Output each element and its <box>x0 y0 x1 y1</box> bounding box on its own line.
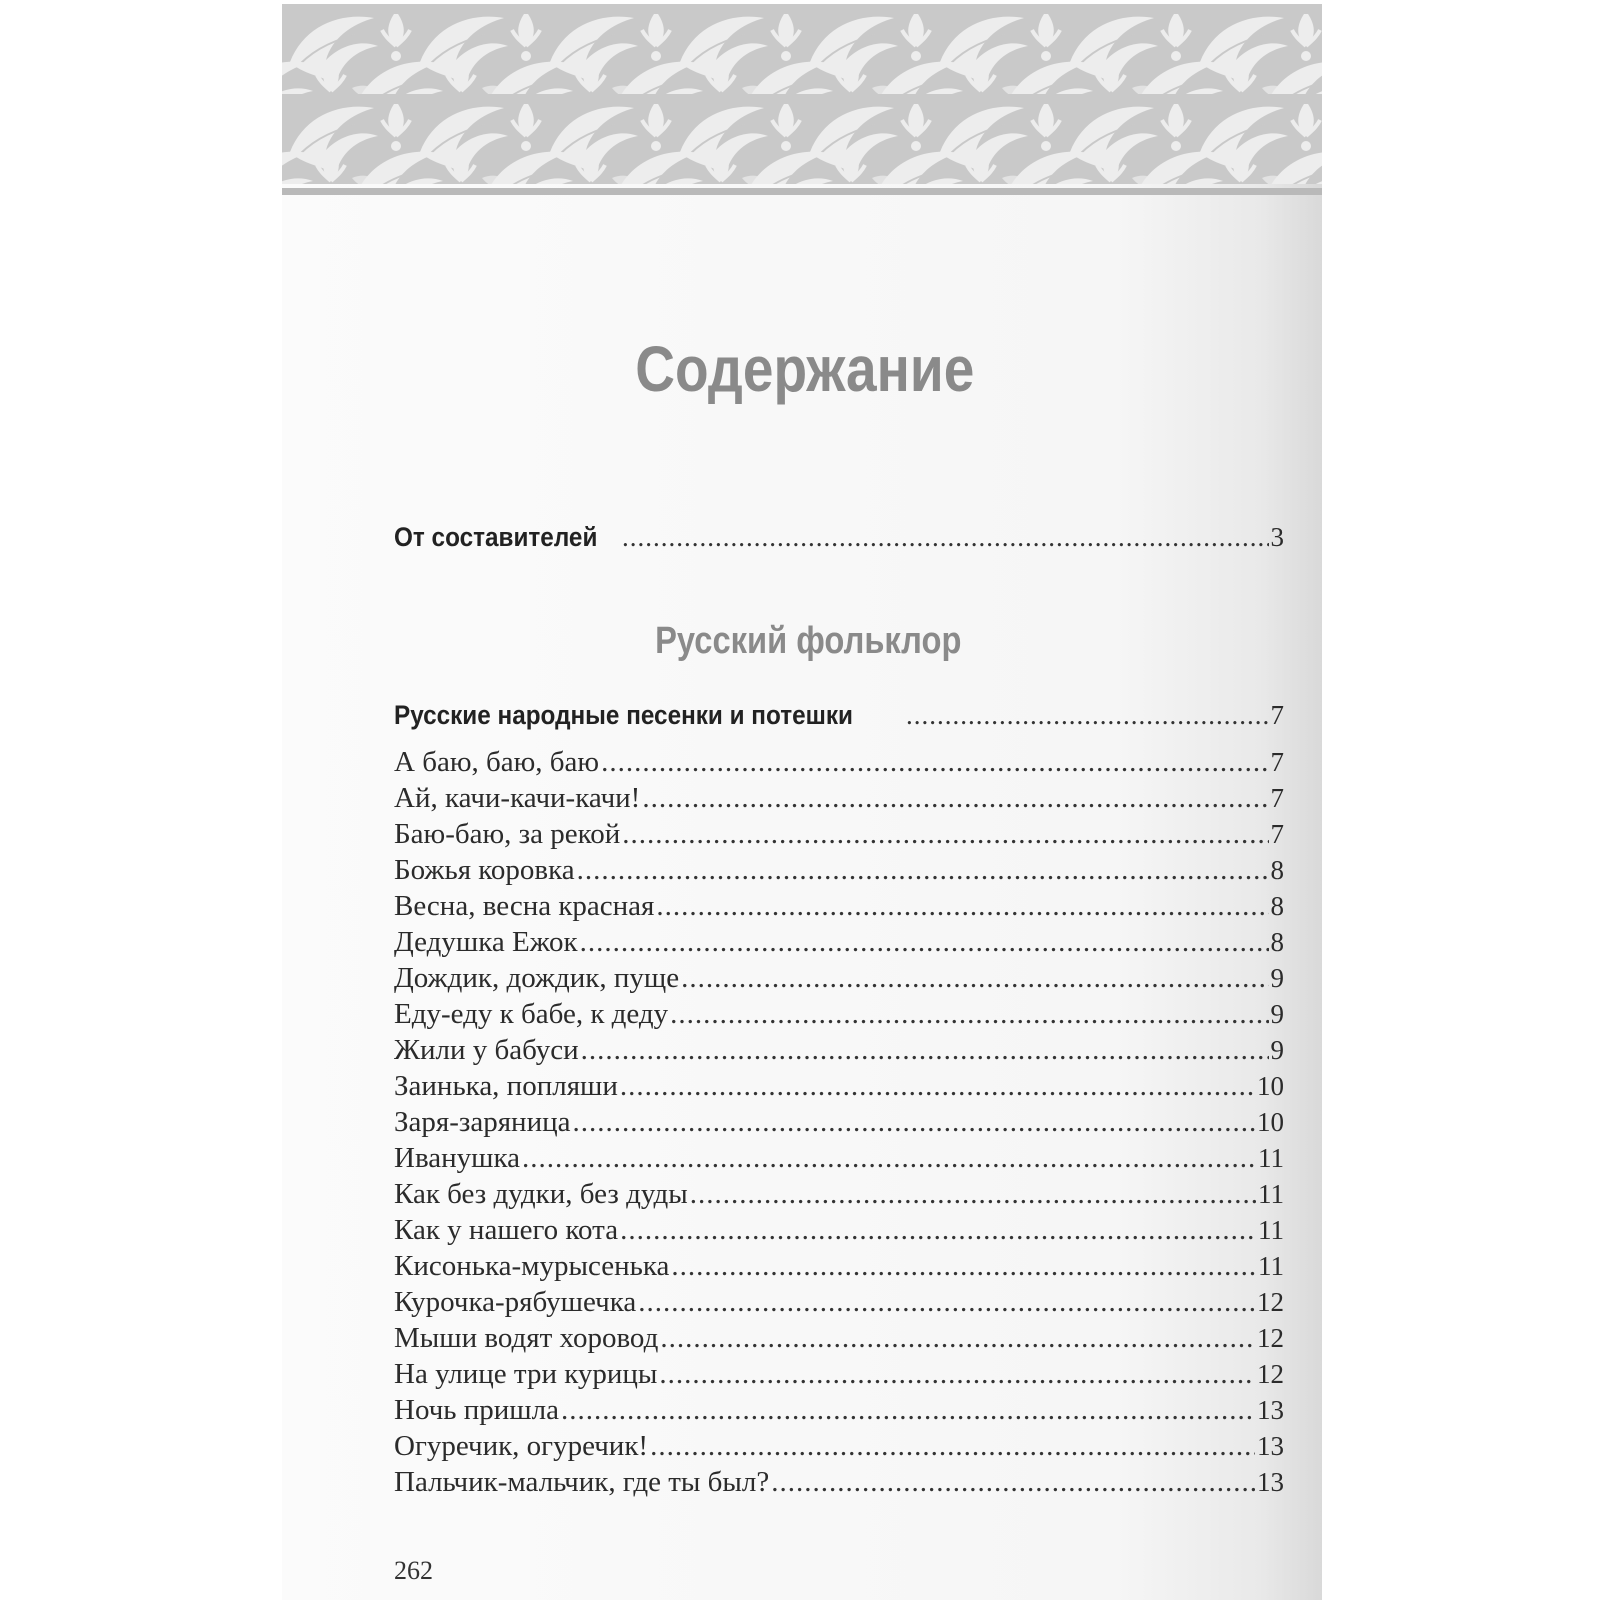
toc-row[interactable] <box>394 998 1284 1034</box>
leader-dots <box>660 1322 1255 1355</box>
leader-dots <box>656 890 1268 923</box>
leader-dots <box>771 1466 1255 1499</box>
section-heading: Русский фольклор <box>655 620 962 662</box>
leader-dots <box>581 1034 1269 1067</box>
leader-dots <box>622 522 1269 553</box>
toc-row[interactable] <box>394 1322 1284 1358</box>
toc-page-number: 13 <box>1257 1395 1284 1425</box>
toc-row[interactable] <box>394 962 1284 998</box>
toc-label: Кисонька-мурысенька <box>394 1250 670 1282</box>
toc-page-number: 9 <box>1270 1035 1284 1065</box>
toc-row[interactable] <box>394 854 1284 890</box>
toc-row[interactable] <box>394 1142 1284 1178</box>
toc-label: Как у нашего кота <box>394 1214 619 1246</box>
toc-page-number: 7 <box>1270 783 1284 813</box>
toc-row[interactable] <box>394 1394 1284 1430</box>
toc-row[interactable] <box>394 1358 1284 1394</box>
toc-row[interactable] <box>394 1034 1284 1070</box>
toc-label: Заинька, попляши <box>394 1070 618 1102</box>
leader-dots <box>690 1178 1256 1211</box>
toc-label: Курочка-рябушечка <box>394 1286 637 1318</box>
toc-row[interactable] <box>394 782 1284 818</box>
toc-label: Заря-заряница <box>394 1106 571 1138</box>
toc-label: Русские народные песенки и потешки <box>394 700 853 730</box>
leader-dots <box>906 700 1269 731</box>
leader-dots <box>573 1106 1256 1139</box>
toc-label: Божья коровка <box>394 854 575 886</box>
toc-page-number: 8 <box>1270 927 1284 957</box>
toc-page-number: 13 <box>1257 1431 1284 1461</box>
toc-row[interactable] <box>394 746 1284 782</box>
toc-page-number: 3 <box>1270 522 1284 552</box>
toc-page-number: 9 <box>1270 963 1284 993</box>
toc-page-number: 7 <box>1270 747 1284 777</box>
toc-page-number: 11 <box>1258 1215 1284 1245</box>
toc-label: Жили у бабуси <box>394 1034 579 1066</box>
toc-label: Пальчик-мальчик, где ты был? <box>394 1466 770 1498</box>
leader-dots <box>620 1070 1255 1103</box>
leader-dots <box>659 1358 1255 1391</box>
leader-dots <box>622 818 1268 851</box>
leader-dots <box>522 1142 1256 1175</box>
toc-page-number: 10 <box>1257 1071 1284 1101</box>
toc-page-number: 7 <box>1270 819 1284 849</box>
toc-page-number: 12 <box>1257 1323 1284 1353</box>
toc-page-number: 11 <box>1258 1143 1284 1173</box>
toc-page-number: 9 <box>1270 999 1284 1029</box>
toc-row[interactable] <box>394 1250 1284 1286</box>
toc-row[interactable] <box>394 890 1284 926</box>
toc-row-subsection[interactable] <box>394 700 1284 736</box>
toc-page-number: 8 <box>1270 891 1284 921</box>
toc-label: Дедушка Ежок <box>394 926 578 958</box>
leader-dots <box>577 854 1269 887</box>
toc-row[interactable] <box>394 926 1284 962</box>
header-ornament-band <box>282 4 1322 184</box>
page-number-folio: 262 <box>394 1556 433 1585</box>
toc-row[interactable] <box>394 1106 1284 1142</box>
leader-dots <box>620 1214 1256 1247</box>
toc-label: Дождик, дождик, пуще <box>394 962 680 994</box>
toc-page-number: 8 <box>1270 855 1284 885</box>
toc-label: Баю-баю, за рекой <box>394 818 621 850</box>
toc-page-number: 10 <box>1257 1107 1284 1137</box>
toc-row[interactable] <box>394 1070 1284 1106</box>
leader-dots <box>681 962 1268 995</box>
leader-dots <box>638 1286 1255 1319</box>
toc-row[interactable] <box>394 1466 1284 1502</box>
leader-dots <box>670 998 1268 1031</box>
leaf-ornament-icon <box>282 4 1322 184</box>
toc-label: Еду-еду к бабе, к деду <box>394 998 669 1030</box>
toc-label: Ай, качи-качи-качи! <box>394 782 641 814</box>
toc-label: А баю, баю, баю <box>394 746 600 778</box>
header-rule <box>282 188 1322 195</box>
leader-dots <box>650 1430 1255 1463</box>
toc-label: Как без дудки, без дуды <box>394 1178 688 1210</box>
leader-dots <box>671 1250 1256 1283</box>
toc-label: Весна, весна красная <box>394 890 655 922</box>
toc-row[interactable] <box>394 1214 1284 1250</box>
leader-dots <box>561 1394 1255 1427</box>
page-title: Содержание <box>635 333 975 405</box>
toc-page-number: 11 <box>1258 1179 1284 1209</box>
toc-label: От составителей <box>394 522 598 552</box>
toc-label: Ночь пришла <box>394 1394 559 1426</box>
toc-page-number: 7 <box>1270 700 1284 730</box>
leader-dots <box>642 782 1268 815</box>
toc-label: На улице три курицы <box>394 1358 658 1390</box>
toc-label: Иванушка <box>394 1142 520 1174</box>
toc-page-number: 11 <box>1258 1251 1284 1281</box>
toc-row[interactable] <box>394 1178 1284 1214</box>
toc-page-number: 13 <box>1257 1467 1284 1497</box>
toc-row-intro[interactable] <box>394 522 1284 558</box>
toc-page-number: 12 <box>1257 1287 1284 1317</box>
toc-page-number: 12 <box>1257 1359 1284 1389</box>
toc-label: Мыши водят хоровод <box>394 1322 659 1354</box>
toc-row[interactable] <box>394 818 1284 854</box>
leader-dots <box>580 926 1269 959</box>
book-page <box>282 4 1322 1600</box>
toc-label: Огуречик, огуречик! <box>394 1430 649 1462</box>
toc-row[interactable] <box>394 1430 1284 1466</box>
leader-dots <box>601 746 1268 779</box>
toc-row[interactable] <box>394 1286 1284 1322</box>
